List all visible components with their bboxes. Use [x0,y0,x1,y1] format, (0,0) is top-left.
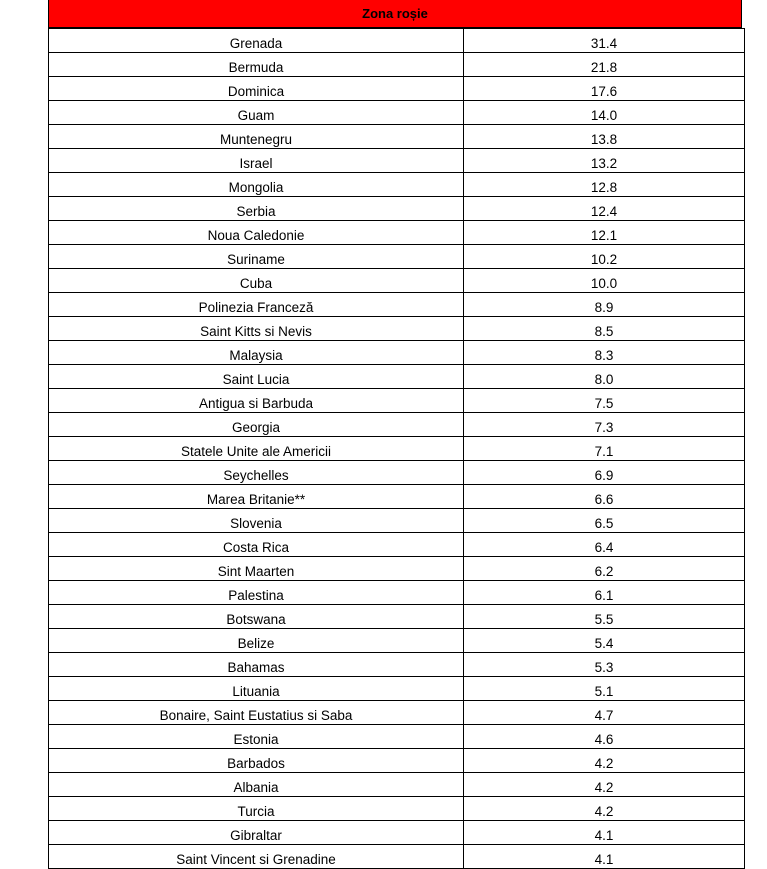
country-cell: Statele Unite ale Americii [49,437,464,461]
table-row [49,173,745,197]
country-cell: Polinezia Franceză [49,293,464,317]
value-cell: 6.9 [464,461,745,485]
value-cell: 12.8 [464,173,745,197]
table-row [49,245,745,269]
country-cell: Muntenegru [49,125,464,149]
value-cell: 4.1 [464,821,745,845]
value-cell: 12.4 [464,197,745,221]
country-cell: Bonaire, Saint Eustatius si Saba [49,701,464,725]
table-row [49,149,745,173]
table-row [49,581,745,605]
country-rate-table [48,28,745,869]
country-cell: Cuba [49,269,464,293]
value-cell: 8.3 [464,341,745,365]
table-row [49,749,745,773]
country-cell: Lituania [49,677,464,701]
country-cell: Palestina [49,581,464,605]
table-row [49,269,745,293]
table-row [49,413,745,437]
table-row [49,341,745,365]
value-cell: 6.5 [464,509,745,533]
table-row [49,725,745,749]
country-cell: Saint Kitts si Nevis [49,317,464,341]
table-row [49,485,745,509]
country-cell: Seychelles [49,461,464,485]
country-cell: Turcia [49,797,464,821]
country-cell: Bahamas [49,653,464,677]
country-cell: Marea Britanie** [49,485,464,509]
country-cell: Estonia [49,725,464,749]
value-cell: 6.2 [464,557,745,581]
value-cell: 31.4 [464,29,745,53]
table-row [49,389,745,413]
table-body [49,29,745,869]
value-cell: 7.1 [464,437,745,461]
country-cell: Belize [49,629,464,653]
value-cell: 6.1 [464,581,745,605]
value-cell: 4.7 [464,701,745,725]
table-row [49,197,745,221]
value-cell: 4.2 [464,749,745,773]
value-cell: 13.8 [464,125,745,149]
country-cell: Costa Rica [49,533,464,557]
table-row [49,533,745,557]
table-row [49,317,745,341]
table-row [49,53,745,77]
country-cell: Saint Vincent si Grenadine [49,845,464,869]
value-cell: 5.4 [464,629,745,653]
table-row [49,365,745,389]
value-cell: 5.1 [464,677,745,701]
value-cell: 12.1 [464,221,745,245]
country-cell: Serbia [49,197,464,221]
country-cell: Noua Caledonie [49,221,464,245]
table-row [49,77,745,101]
country-cell: Guam [49,101,464,125]
value-cell: 21.8 [464,53,745,77]
value-cell: 6.4 [464,533,745,557]
table-row [49,701,745,725]
table-row [49,29,745,53]
country-cell: Antigua si Barbuda [49,389,464,413]
country-cell: Sint Maarten [49,557,464,581]
table-row [49,653,745,677]
value-cell: 10.0 [464,269,745,293]
table-row [49,221,745,245]
table-row [49,605,745,629]
country-cell: Bermuda [49,53,464,77]
country-cell: Albania [49,773,464,797]
country-cell: Suriname [49,245,464,269]
value-cell: 5.5 [464,605,745,629]
value-cell: 10.2 [464,245,745,269]
value-cell: 8.0 [464,365,745,389]
value-cell: 13.2 [464,149,745,173]
country-cell: Mongolia [49,173,464,197]
value-cell: 4.2 [464,797,745,821]
table-row [49,821,745,845]
red-zone-table [48,0,742,869]
table-row [49,557,745,581]
country-cell: Saint Lucia [49,365,464,389]
value-cell: 17.6 [464,77,745,101]
table-row [49,629,745,653]
country-cell: Dominica [49,77,464,101]
country-cell: Gibraltar [49,821,464,845]
table-row [49,293,745,317]
table-row [49,101,745,125]
value-cell: 4.1 [464,845,745,869]
country-cell: Slovenia [49,509,464,533]
country-cell: Israel [49,149,464,173]
value-cell: 5.3 [464,653,745,677]
value-cell: 8.5 [464,317,745,341]
country-cell: Georgia [49,413,464,437]
red-zone-header [48,0,742,28]
header-title: Zona roșie [362,6,428,21]
country-cell: Malaysia [49,341,464,365]
table-row [49,797,745,821]
value-cell: 8.9 [464,293,745,317]
table-row [49,677,745,701]
value-cell: 4.6 [464,725,745,749]
value-cell: 7.3 [464,413,745,437]
value-cell: 4.2 [464,773,745,797]
value-cell: 14.0 [464,101,745,125]
table-row [49,461,745,485]
value-cell: 6.6 [464,485,745,509]
value-cell: 7.5 [464,389,745,413]
country-cell: Barbados [49,749,464,773]
table-row [49,509,745,533]
table-row [49,125,745,149]
country-cell: Grenada [49,29,464,53]
table-row [49,437,745,461]
country-cell: Botswana [49,605,464,629]
table-row [49,773,745,797]
